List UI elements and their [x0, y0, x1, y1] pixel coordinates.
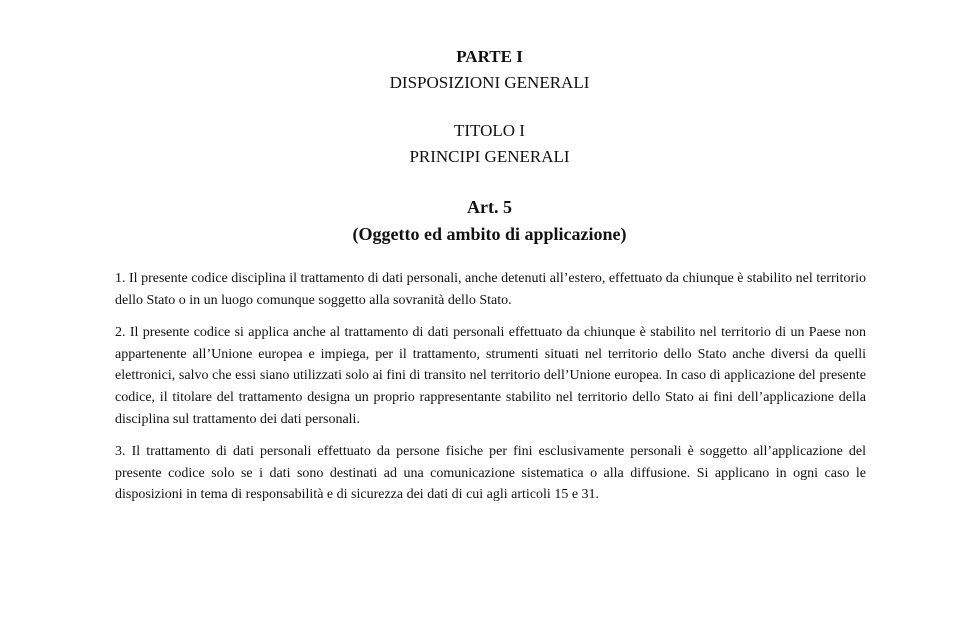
paragraph-1: 1. Il presente codice disciplina il trattamento di dati personali, anche detenuti all’estero, effettuato da chiunque è stabilito nel territorio dello Stato o in un luogo comunque soggetto alla sovranità dello Stato. [115, 271, 866, 308]
titolo-title: PRINCIPI GENERALI [409, 147, 570, 166]
paragraph-2: 2. Il presente codice si applica anche al trattamento di dati personali effettuato da chiunque è stabilito nel territorio di un Paese non appartenente all’Unione europea e impiega, per il trattamento, strumenti situati nel territorio dello Stato anche diversi da quelli elettronici, salvo che essi siano utilizzati solo ai fini di transito nel territorio dell’Unione europea. In caso di applicazione del presente codice, il titolare del trattamento designa un proprio rappresentante stabilito nel territorio dello Stato ai fini dell’applicazione della disciplina sul trattamento dei dati personali. [115, 325, 866, 427]
paragraph-3: 3. Il trattamento di dati personali effettuato da persone fisiche per fini esclusivamente personali è soggetto all’applicazione del presente codice solo se i dati sono destinati ad una comunicazione sistematica o alla diffusione. Si applicano in ogni caso le disposizioni in tema di responsabilità e di sicurezza dei dati di cui agli articoli 15 e 31. [115, 444, 866, 503]
parte-title: DISPOSIZIONI GENERALI [389, 73, 590, 92]
parte-number: PARTE I [456, 47, 523, 66]
article-subtitle: (Oggetto ed ambito di applicazione) [352, 224, 627, 244]
article-body [115, 268, 866, 517]
article-heading [0, 194, 979, 248]
titolo-number: TITOLO I [454, 121, 525, 140]
titolo-heading [0, 118, 979, 170]
parte-heading [0, 44, 979, 96]
article-number: Art. 5 [467, 197, 512, 217]
